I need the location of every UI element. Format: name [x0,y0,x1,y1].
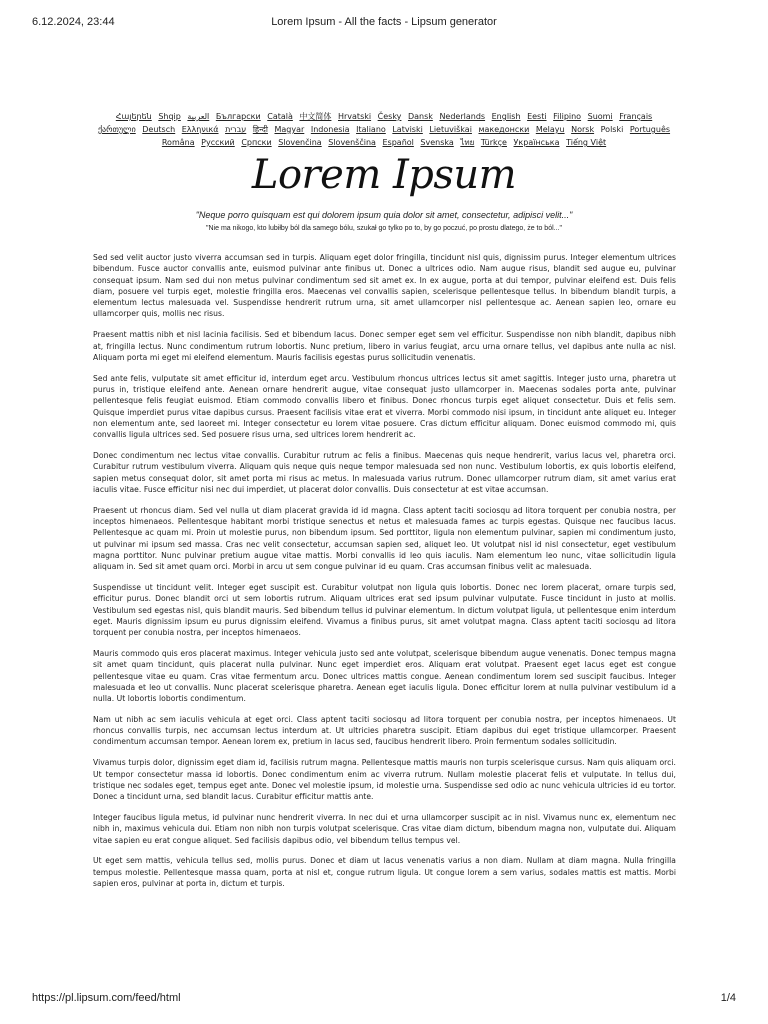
language-link[interactable]: Українська [513,138,560,147]
language-link[interactable]: Português [629,125,671,134]
language-link[interactable]: English [491,112,521,121]
body-paragraph: Praesent ut rhoncus diam. Sed vel nulla ut diam placerat gravida id id magna. Class aptent taciti sociosqu ad litora torquent per conubia nostra, per inceptos himenaeos. Pellentesque habitant morbi tristique senectus et netus et malesuada fames ac turpis egestas. Quisque nec faucibus lacus. Pellentesque ac quam mi. Proin ut molestie purus, non bibendum ipsum. Sed porttitor, ligula non elementum pulvinar, sapien mi condimentum justo, ut pulvinar mi ipsum sed massa. Cras nec velit consectetur, accumsan sapien sed, aliquet leo. Ut volutpat nisl id nisl consectetur, eget vestibulum magna porttitor. Nunc pulvinar pretium augue vitae mattis. Morbi convallis id leo quis iaculis. Nam elementum leo nunc, vitae sollicitudin ligula aliquam in. Sed sit amet quam orci. Morbi in arcu ut sem congue pulvinar id eu quam. Cras accumsan finibus velit ac malesuada. [93,505,676,572]
language-link[interactable]: Հայերեն [115,112,152,121]
language-link[interactable]: Latviski [392,125,423,134]
body-paragraph: Sed sed velit auctor justo viverra accumsan sed in turpis. Aliquam eget dolor fringilla, tincidunt nisl quis, dignissim purus. Integer elementum ultrices bibendum. Fusce auctor convallis ante, euismod pulvinar ante finibus ut. Donec a ultrices odio. Nam augue risus, blandit sed augue eu, pulvinar consequat ipsum. Nam sed dui non metus pulvinar condimentum sed sit amet ex. In ex augue, porta at dui tempor, pulvinar eleifend est. Duis felis diam, posuere vel turpis eget, molestie fringilla eros. Maecenas vel convallis sapien, scelerisque pellentesque tellus. In bibendum blandit turpis, a elementum lectus malesuada vel. Suspendisse hendrerit rutrum urna, sit amet ullamcorper nisl pellentesque ac. Aenean sapien leo, ornare eu ullamcorper quis, mollis nec risus. [93,253,676,319]
language-list [92,110,676,149]
language-link[interactable]: Српски [241,138,272,147]
body-paragraph: Vivamus turpis dolor, dignissim eget diam id, facilisis rutrum magna. Pellentesque mattis mauris non turpis scelerisque cursus. Nam quis aliquam orci. Ut tempor consectetur massa id lobortis. Donec condimentum enim ac viverra rutrum. Nullam molestie placerat felis et vulputate. In tellus dui, tristique nec sodales eget, tempus eget ante. Donec vel molestie ipsum, id molestie urna. Suspendisse sed odio ac nunc vehicula ultricies id eu tortor. Donec a tincidunt urna, sed blandit lacus. Curabitur efficitur mattis ante. [93,758,676,802]
lorem-ipsum-logo: Lorem Ipsum [251,152,517,198]
language-link[interactable]: Filipino [553,112,582,121]
print-datetime: 6.12.2024, 23:44 [32,16,115,28]
print-page-number: 1/4 [720,992,736,1004]
body-paragraph: Integer faucibus ligula metus, id pulvinar nunc hendrerit viverra. In nec dui et urna ullamcorper suscipit ac in nisl. Vivamus nunc ex, elementum nec nibh in, maximus vehicula dui. Etiam non nibh non turpis volutpat scelerisque. Cras vitae diam dictum, bibendum magna non, vulputate dui. Aliquam vitae sapien eu erat congue aliquet. Sed facilisis dapibus odio, vel bibendum tellus tempus vel. [93,812,676,845]
print-page-title: Lorem Ipsum - All the facts - Lipsum generator [271,16,497,28]
language-link[interactable]: Italiano [356,125,386,134]
language-link[interactable]: Nederlands [439,112,486,121]
body-paragraph: Nam ut nibh ac sem iaculis vehicula at eget orci. Class aptent taciti sociosqu ad litora torquent per conubia nostra, per inceptos himenaeos. Ut rhoncus convallis turpis, nec accumsan lectus interdum at. Ut ultricies pharetra suscipit. Etiam dapibus dui eget tristique ullamcorper. Praesent condimentum accumsan tempor. Aenean lorem ex, pretium in lacus sed, faucibus hendrerit libero. Proin fermentum sodales sollicitudin. [93,714,676,747]
body-paragraph: Praesent mattis nibh et nisl lacinia facilisis. Sed et bibendum lacus. Donec semper eget sem vel efficitur. Suspendisse non nibh blandit, dapibus nibh at, fringilla lectus. Nunc condimentum rutrum lobortis. Nunc pretium, libero in varius feugiat, arcu urna ornare tellus, vel dapibus ante nulla ac nisl. Aliquam porta mi eget mi eleifend elementum. Mauris facilisis egestas purus sollicitudin venenatis. [93,330,676,362]
language-link[interactable]: Dansk [407,112,433,121]
language-link[interactable]: 中文简体 [299,112,332,121]
language-link[interactable]: ไทย [460,138,475,147]
language-link[interactable]: Slovenčina [278,138,322,147]
language-link[interactable]: Lietuviškai [429,125,472,134]
language-link[interactable]: Svenska [420,138,454,147]
language-link[interactable]: Català [267,112,293,121]
language-link[interactable]: Melayu [535,125,565,134]
language-link[interactable]: Deutsch [142,125,176,134]
language-link[interactable]: Hrvatski [337,112,372,121]
language-link[interactable]: Tiếng Việt [566,138,607,147]
body-paragraph: Suspendisse ut tincidunt velit. Integer eget suscipit est. Curabitur volutpat non ligula quis lobortis. Donec nec lorem placerat, ornare turpis sed, efficitur purus. Donec blandit orci ut sem lobortis rutrum. Aliquam ultrices erat sed ipsum pulvinar vulputate. Fusce tincidunt in justo at mollis. Vestibulum sed egestas nisl, quis blandit mauris. Sed bibendum tellus id pulvinar elementum. In dictum volutpat ligula, ut pellentesque enim interdum eget. Mauris dignissim ipsum eu purus dignissim eleifend. Vivamus a finibus purus, sit amet volutpat magna. Class aptent taciti sociosqu ad litora torquent per conubia nostra, per inceptos himenaeos. [93,582,676,638]
language-link[interactable]: עברית [225,125,247,134]
language-link[interactable]: Suomi [587,112,613,121]
language-link[interactable]: हिन्दी [252,125,268,134]
language-link[interactable]: Français [619,112,653,121]
print-footer [0,992,768,1008]
language-link[interactable]: Shqip [158,112,181,121]
language-link[interactable]: ქართული [97,125,136,134]
language-current: Polski [600,125,624,134]
language-link[interactable]: Pyccкий [201,138,235,147]
language-link[interactable]: Magyar [274,125,305,134]
print-url: https://pl.lipsum.com/feed/html [32,992,181,1004]
language-link[interactable]: Ελληνικά [181,125,219,134]
language-link[interactable]: Español [382,138,414,147]
language-link[interactable]: Български [215,112,261,121]
language-link[interactable]: Türkçe [480,138,507,147]
language-link[interactable]: Indonesia [310,125,350,134]
language-link[interactable]: македонски [478,125,530,134]
language-link[interactable]: Slovenščina [328,138,376,147]
language-link[interactable]: Norsk [571,125,595,134]
language-link[interactable]: Eesti [527,112,547,121]
language-link[interactable]: العربية [187,112,210,121]
body-paragraph: Donec condimentum nec lectus vitae convallis. Curabitur rutrum ac felis a finibus. Maecenas quis neque hendrerit, varius lacus vel, pharetra orci. Curabitur rutrum vestibulum viverra. Aliquam quis neque quis neque tempor malesuada sed non nunc. Vestibulum lobortis, ex quis lobortis eleifend, sapien metus consequat dolor, sit amet porta mi risus ac metus. In malesuada varius rutrum. Donec ullamcorper rutrum diam, sit amet varius erat iaculis vitae. Fusce efficitur nisi nec dui imperdiet, ut placerat dolor convallis. Duis consectetur at est vitae accumsan. [93,450,676,494]
body-paragraph: Sed ante felis, vulputate sit amet efficitur id, interdum eget arcu. Vestibulum rhoncus ultrices lectus sit amet sagittis. Integer justo urna, pharetra ut purus in, tristique eleifend ante. Aenean ornare hendrerit augue, vitae consequat justo ullamcorper in. Maecenas sodales porta ante, pulvinar pellentesque felis feugiat euismod. Etiam commodo convallis libero et finibus. Donec rhoncus turpis eget aliquet consectetur. Duis et felis sem. Quisque imperdiet purus vitae dapibus cursus. Praesent facilisis vitae erat et viverra. Morbi commodo nisi ipsum, in tincidunt ante aliquet eu. Integer non elementum ante, sed laoreet mi. Integer consectetur eu lorem vitae posuere. Cras dictum efficitur aliquam. Donec euismod commodo mi, quis convallis ligula ultrices sed. Sed posuere risus urna, sed ultrices lorem hendrerit ac. [93,373,676,440]
body-paragraph: Mauris commodo quis eros placerat maximus. Integer vehicula justo sed ante volutpat, scelerisque bibendum augue venenatis. Donec tempus magna sit amet quam tincidunt, quis placerat nulla pulvinar. Nunc eget imperdiet eros. Aliquam erat volutpat. Praesent eget lacus eget est congue pellentesque vitae eu quam. Cras vitae fermentum arcu. Donec ultrices mattis congue. Aenean condimentum lorem sed suscipit faucibus. Integer malesuada et leo ut convallis. Nunc placerat scelerisque pharetra. Aenean eget iaculis ligula. Donec efficitur lorem at nulla pulvinar vestibulum id a nulla. Ut lobortis lobortis condimentum. [93,648,676,704]
print-header [0,16,768,32]
language-link[interactable]: Româna [161,138,195,147]
body-paragraph: Ut eget sem mattis, vehicula tellus sed, mollis purus. Donec et diam ut lacus venenatis varius a non diam. Nullam at diam magna. Nulla fringilla tempus molestie. Pellentesque massa quam, porta at nisl et, congue rutrum ligula. Ut congue lorem a sem varius, sodales mattis est mattis. Morbi sapien eros, pulvinar at porta in, dictum et turpis. [93,856,676,888]
language-link[interactable]: Česky [377,112,402,121]
latin-quote: "Neque porro quisquam est qui dolorem ipsum quia dolor sit amet, consectetur, adipisci velit..." [195,210,573,220]
polish-quote: "Nie ma nikogo, kto lubiłby ból dla samego bólu, szukał go tylko po to, by go poczuć, po prostu dlatego, że to ból..." [206,225,562,232]
lorem-content [93,252,676,899]
